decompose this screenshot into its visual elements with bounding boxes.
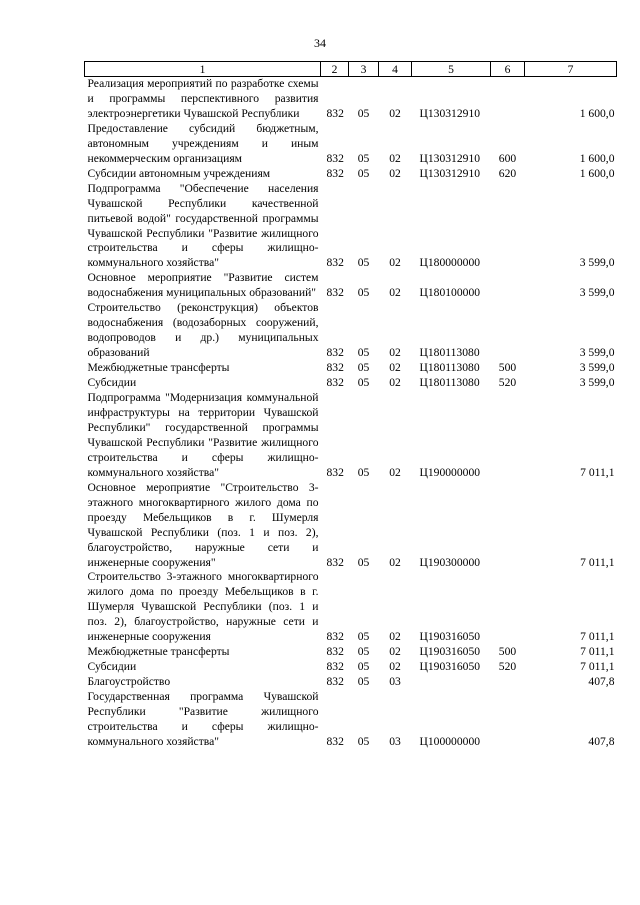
row-code-4: 02 [389,256,401,270]
row-amount: 407,8 [588,675,615,689]
table-row [85,376,617,391]
table-header-row [85,62,617,77]
row-code-2: 832 [326,256,344,270]
header-cell-5: 5 [412,62,491,77]
row-code-5: Ц180113080 [419,346,480,360]
row-code-4: 02 [389,660,401,674]
row-name: Государственная программа Чувашской Республики "Развитие жилищного строительства и сферы жилищно-коммунального хозяйства" [87,690,319,748]
row-code-3: 05 [357,166,370,180]
row-name: Благоустройство [87,675,171,689]
row-code-6: 500 [498,645,517,659]
row-code-4: 02 [389,106,401,120]
row-amount: 7 011,1 [580,645,615,659]
row-code-2: 832 [326,376,344,390]
row-name: Субсидии автономным учреждениям [87,166,271,180]
row-code-6 [491,77,525,122]
row-code-2: 832 [326,734,344,748]
budget-table [84,61,617,750]
row-code-5: Ц130312910 [419,106,481,120]
table-row [85,645,617,660]
row-code-3: 05 [357,376,370,390]
page-number: 34 [314,36,326,50]
row-amount: 3 599,0 [579,346,615,360]
row-name: Субсидии [87,660,137,674]
row-name: Реализация мероприятий по разработке схемы и программы перспективного развития электроэнергетики Чувашской Республики [87,77,319,120]
row-code-5 [412,675,491,690]
row-name: Межбюджетные трансферты [87,645,230,659]
row-code-2: 832 [326,465,344,479]
table-row [85,675,617,690]
row-code-2: 832 [326,166,344,180]
row-name: Строительство (реконструкция) объектов водоснабжения (водозаборных сооружений, водопроводов и др.) муниципальных образований [87,301,319,360]
row-code-6 [491,481,525,571]
row-code-6: 620 [498,166,517,180]
row-amount: 407,8 [588,734,615,748]
row-code-3: 05 [357,151,370,165]
row-code-4: 02 [389,361,401,375]
row-name: Субсидии [87,376,137,390]
row-code-6 [491,271,525,301]
row-code-4: 02 [389,151,401,165]
row-code-3: 05 [357,555,370,569]
row-code-6: 520 [498,660,517,674]
row-code-5: Ц190316050 [419,660,481,674]
row-code-2: 832 [326,151,344,165]
row-code-2: 832 [326,106,344,120]
table-row [85,167,617,182]
row-code-2: 832 [326,361,344,375]
row-amount: 3 599,0 [579,361,615,375]
header-cell-6: 6 [491,62,525,77]
row-amount: 1 600,0 [579,151,615,165]
row-code-3: 05 [357,106,370,120]
row-code-6: 500 [498,361,517,375]
row-code-4: 02 [389,630,401,644]
row-amount: 3 599,0 [579,286,615,300]
row-code-3: 05 [357,346,370,360]
row-code-3: 05 [357,465,370,479]
row-amount: 1 600,0 [579,166,615,180]
row-code-6 [491,690,525,750]
row-code-6: 600 [498,151,517,165]
row-code-2: 832 [326,346,344,360]
row-amount: 7 011,1 [580,630,615,644]
row-amount: 3 599,0 [579,256,615,270]
row-code-5: Ц100000000 [419,734,481,748]
row-code-4: 02 [389,555,401,569]
row-code-5: Ц130312910 [419,166,481,180]
row-code-5: Ц190316050 [419,630,481,644]
table-row [85,301,617,361]
header-cell-3: 3 [349,62,379,77]
row-code-6 [491,391,525,481]
row-code-3: 05 [357,286,370,300]
row-code-6 [491,182,525,272]
row-code-5: Ц190300000 [419,555,481,569]
row-code-3: 05 [357,675,370,689]
header-cell-2: 2 [321,62,349,77]
row-amount: 7 011,1 [580,555,615,569]
row-code-3: 05 [357,660,370,674]
table-row [85,690,617,750]
row-code-4: 03 [389,675,401,689]
row-name: Подпрограмма "Обеспечение населения Чувашской Республики качественной питьевой водой" государственной программы Чувашской Республики "Развитие жилищного строительства и сферы жилищно-коммунального хозяйства" [87,181,319,270]
row-code-3: 05 [357,734,370,748]
row-code-3: 05 [357,361,370,375]
table-row [85,122,617,167]
row-code-3: 05 [357,645,370,659]
row-code-6 [491,301,525,361]
row-code-6 [491,570,525,645]
row-amount: 7 011,1 [580,660,615,674]
table-row [85,570,617,645]
row-code-5: Ц190316050 [419,645,481,659]
row-name: Основное мероприятие "Развитие систем водоснабжения муниципальных образований" [87,271,319,300]
row-code-4: 02 [389,166,401,180]
row-name: Основное мероприятие "Строительство 3-этажного многоквартирного жилого дома по проезду Мебельщиков в г. Шумерля Чувашской Республики (поз. 1 и поз. 2), благоустройство, наружные сети и инженерные сооружения" [87,480,319,569]
header-cell-1: 1 [85,62,321,77]
row-code-5: Ц180113080 [419,361,480,375]
row-code-5: Ц190000000 [419,465,481,479]
row-name: Предоставление субсидий бюджетным, автономным учреждениям и иным некоммерческим организациям [87,121,319,165]
row-code-6 [491,675,525,690]
table-body [85,77,617,750]
row-code-5: Ц180113080 [419,376,480,390]
row-amount: 7 011,1 [580,465,615,479]
table-row [85,361,617,376]
table-row [85,391,617,481]
row-code-4: 02 [389,465,401,479]
row-code-5: Ц130312910 [419,151,481,165]
row-code-2: 832 [326,630,344,644]
row-code-3: 05 [357,256,370,270]
row-name: Строительство 3-этажного многоквартирного жилого дома по проезду Мебельщиков в г. Шумерля Чувашской Республики (поз. 1 и поз. 2), благоустройство, наружные сети и инженерные сооружения [87,570,319,644]
table-row [85,182,617,272]
row-name: Подпрограмма "Модернизация коммунальной инфраструктуры на территории Чувашской Республики" государственной программы Чувашской Республики "Развитие жилищного строительства и сферы жилищно-коммунального хозяйства" [87,391,319,479]
table-row [85,660,617,675]
row-code-5: Ц180100000 [419,286,481,300]
row-amount: 1 600,0 [579,106,615,120]
row-code-3: 05 [357,630,370,644]
row-code-6: 520 [498,376,517,390]
row-code-2: 832 [326,645,344,659]
header-cell-7: 7 [525,62,617,77]
row-code-2: 832 [326,555,344,569]
row-code-2: 832 [326,286,344,300]
row-code-2: 832 [326,660,344,674]
table-row [85,77,617,122]
header-cell-4: 4 [379,62,412,77]
row-code-4: 02 [389,376,401,390]
row-code-5: Ц180000000 [419,256,481,270]
row-name: Межбюджетные трансферты [87,361,230,375]
row-code-2: 832 [326,675,344,689]
table-row [85,271,617,301]
row-amount: 3 599,0 [579,376,615,390]
row-code-4: 03 [389,734,401,748]
table-row [85,481,617,571]
row-code-4: 02 [389,645,401,659]
row-code-4: 02 [389,346,401,360]
row-code-4: 02 [389,286,401,300]
